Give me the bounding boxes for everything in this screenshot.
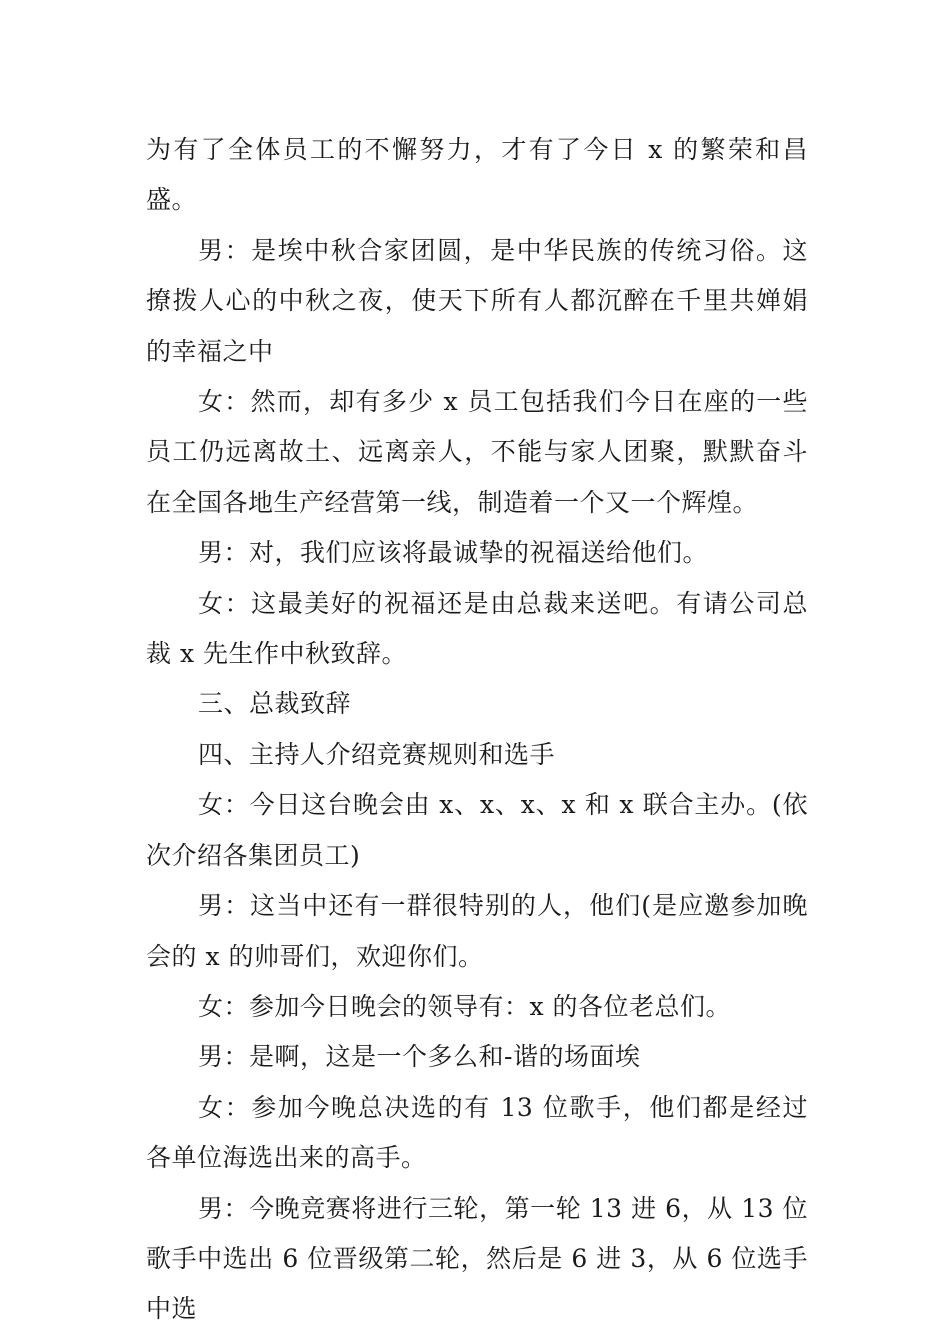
paragraph: 男：是啊，这是一个多么和-谐的场面埃 (198, 1042, 641, 1072)
document-body (146, 125, 808, 1335)
paragraph: 男：这当中还有一群很特别的人，他们(是应邀参加晚会的 x 的帅哥们，欢迎你们。 (146, 891, 808, 971)
paragraph: 女：今日这台晚会由 x、x、x、x 和 x 联合主办。(依次介绍各集团员工) (146, 790, 808, 870)
paragraph: 女：这最美好的祝福还是由总裁来送吧。有请公司总裁 x 先生作中秋致辞。 (146, 588, 808, 669)
section-heading: 四、主持人介绍竞赛规则和选手 (198, 739, 556, 769)
paragraph: 男：今晚竞赛将进行三轮，第一轮 13 进 6，从 13 位歌手中选出 6 位晋级第二轮，然后是 6 进 3，从 6 位选手中选 (146, 1193, 808, 1324)
paragraph: 为有了全体员工的不懈努力，才有了今日 x 的繁荣和昌盛。 (146, 135, 808, 215)
paragraph: 女：然而，却有多少 x 员工包括我们今日在座的一些员工仍远离故土、远离亲人，不能与家人团聚，默默奋斗在全国各地生产经营第一线，制造着一个又一个辉煌。 (146, 387, 808, 517)
paragraph: 男：对，我们应该将最诚挚的祝福送给他们。 (198, 538, 709, 568)
paragraph: 男：是埃中秋合家团圆，是中华民族的传统习俗。这撩拨人心的中秋之夜，使天下所有人都沉醉在千里共婵娟的幸福之中 (146, 235, 808, 366)
paragraph: 女：参加今日晚会的领导有：x 的各位老总们。 (198, 991, 732, 1021)
paragraph: 女：参加今晚总决选的有 13 位歌手，他们都是经过各单位海选出来的高手。 (146, 1092, 808, 1173)
section-heading: 三、总裁致辞 (198, 689, 352, 719)
